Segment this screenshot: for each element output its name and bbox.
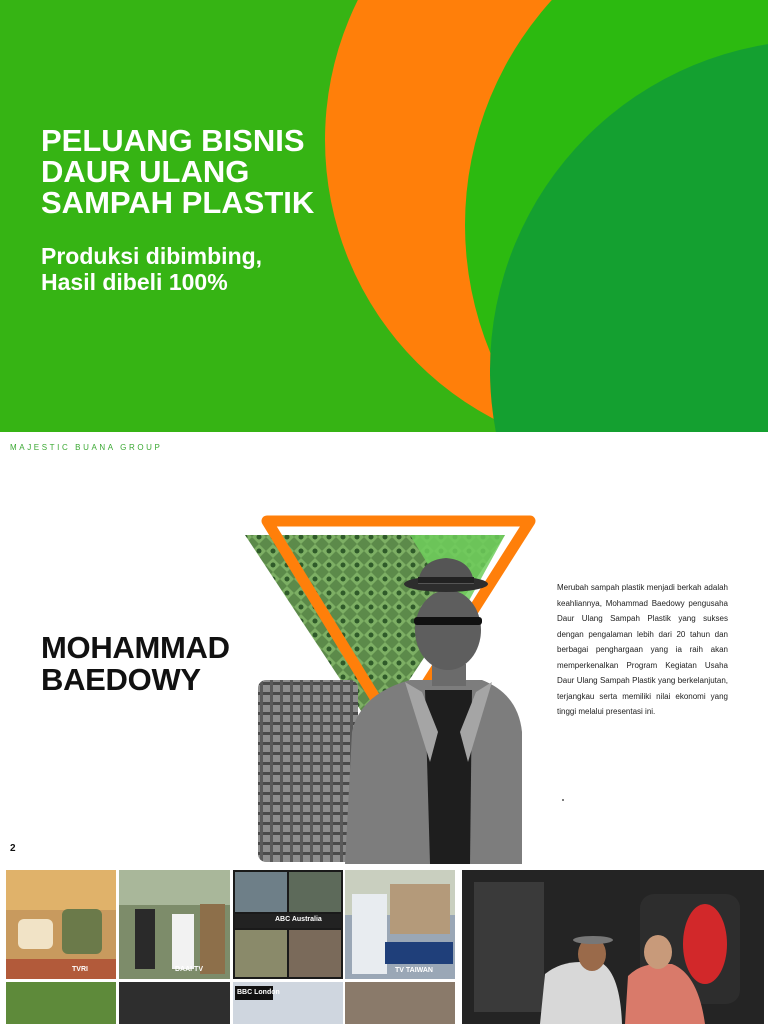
media-label-daai: DAAI TV xyxy=(175,966,203,973)
media-slide xyxy=(0,864,768,1024)
cover-title-line: PELUANG BISNIS xyxy=(41,123,305,158)
cover-title-line: DAUR ULANG xyxy=(41,154,250,189)
photo-bottom-row xyxy=(6,982,455,1024)
page-number: 2 xyxy=(10,843,16,854)
cover-title-line: SAMPAH PLASTIK xyxy=(41,185,315,220)
cover-slide xyxy=(0,0,768,432)
media-label-abc: ABC Australia xyxy=(275,916,322,923)
profile-slide xyxy=(0,432,768,864)
photo-abc-australia xyxy=(233,870,343,979)
small-dot xyxy=(562,799,564,801)
person-name xyxy=(41,632,230,696)
cover-subtitle-line: Hasil dibeli 100% xyxy=(41,269,228,295)
woven-basket-image xyxy=(258,680,358,862)
cover-subtitle xyxy=(41,243,262,295)
photo-stage-event xyxy=(462,870,764,1024)
cover-subtitle-line: Produksi dibimbing, xyxy=(41,243,263,269)
media-label-bbc: BBC London xyxy=(237,989,280,996)
media-label-taiwan: TV TAIWAN xyxy=(395,967,433,974)
photo-tv-studio xyxy=(6,870,116,979)
cover-title xyxy=(41,125,314,218)
media-label-tvri: TVRI xyxy=(72,966,88,973)
media-collage xyxy=(0,864,768,1024)
photo-tv-taiwan xyxy=(345,870,455,979)
bio-paragraph: Merubah sampah plastik menjadi berkah adalah keahliannya, Mohammad Baedowy pengusaha Daur Ulang Sampah Plastik yang sukses dengan pengalaman lebih dari 20 tahun dan berbagai penghargaan yang ia raih akan memperkenalkan Program Kegiatan Usaha Daur Ulang Sampah Plastik yang berkelanjutan, terjangkau serta memiliki nilai ekonomi yang tinggi melalui presentasi ini. xyxy=(557,583,728,716)
person-name-line: BAEDOWY xyxy=(41,662,201,697)
brand-label: MAJESTIC BUANA GROUP xyxy=(10,443,163,452)
photo-interview xyxy=(119,870,230,979)
person-name-line: MOHAMMAD xyxy=(41,630,230,665)
